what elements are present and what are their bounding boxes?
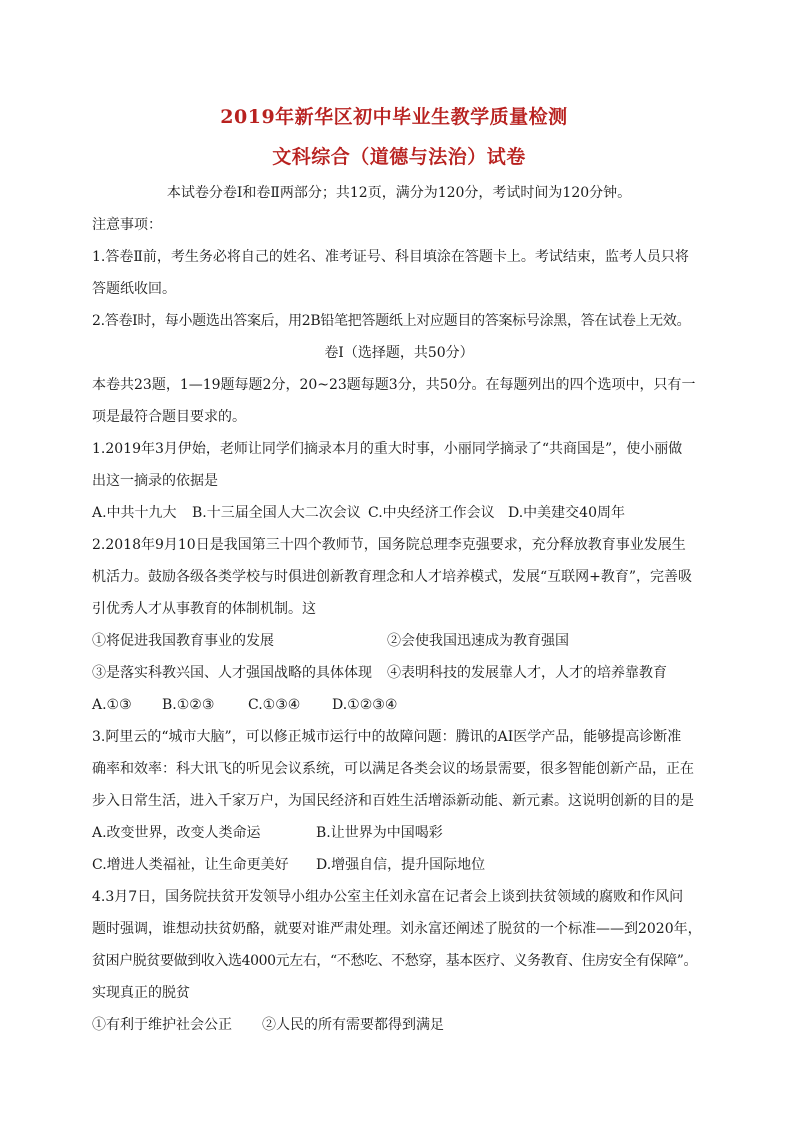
- q3-options-row-1: [92, 817, 706, 849]
- q2-statement-3: ③是落实科教兴国、人才强国战略的具体体现: [92, 665, 372, 681]
- q4-statement-2: ②人民的所有需要都得到满足: [262, 1017, 444, 1033]
- question-1: [92, 433, 706, 529]
- q3-option-a: A.改变世界，改变人类命运: [92, 825, 261, 841]
- exam-title: 2019年新华区初中毕业生教学质量检测: [220, 106, 568, 128]
- q1-line-2: 出这一摘录的依据是: [92, 473, 218, 489]
- q4-line-4: 实现真正的脱贫: [92, 985, 190, 1001]
- q3-option-b: B.让世界为中国喝彩: [316, 825, 443, 841]
- q2-option-b: B.①②③: [162, 697, 215, 713]
- section-1-desc-line-2: 项是最符合题目要求的。: [92, 409, 246, 425]
- q1-option-b: B.十三届全国人大二次会议: [192, 505, 361, 521]
- q2-option-c: C.①③④: [248, 697, 301, 713]
- note-1-line-1: 1.答卷Ⅱ前，考生务必将自己的姓名、准考证号、科目填涂在答题卡上。考试结束，监考人员只将: [92, 249, 689, 265]
- q3-line-1: 3.阿里云的“城市大脑”，可以修正城市运行中的故障问题：腾讯的AI医学产品，能够提高诊断准: [92, 729, 682, 745]
- q2-option-a: A.①③: [92, 697, 132, 713]
- q2-line-3: 引优秀人才从事教育的体制机制。这: [92, 601, 316, 617]
- question-3: [92, 721, 706, 881]
- q4-line-1: 4.3月7日，国务院扶贫开发领导小组办公室主任刘永富在记者会上谈到扶贫领域的腐败和作风问: [92, 889, 684, 905]
- section-1-heading: 卷Ⅰ（选择题，共50分）: [324, 345, 474, 361]
- note-2: 2.答卷Ⅰ时，每小题选出答案后，用2B铅笔把答题纸上对应题目的答案标号涂黑，答在试卷上无效。: [92, 313, 691, 329]
- q4-line-3: 贫困户脱贫要做到收入选4000元左右，“不愁吃、不愁穿，基本医疗、义务教育、住房安全有保障”。: [92, 953, 698, 969]
- q2-option-d: D.①②③④: [332, 697, 398, 713]
- q4-line-2: 题时强调，谁想动扶贫奶酪，就要对谁严肃处理。刘永富还阐述了脱贫的一个标准——到2020年，: [92, 921, 702, 937]
- q3-line-2: 确率和效率：科大讯飞的听见会议系统，可以满足各类会议的场景需要，很多智能创新产品，正在: [92, 761, 694, 777]
- q2-statements-row-1: [92, 625, 706, 657]
- q2-statement-2: ②会使我国迅速成为教育强国: [387, 633, 569, 649]
- question-2: [92, 529, 706, 721]
- q2-statements-row-2: [92, 657, 706, 689]
- q1-option-a: A.中共十九大: [92, 505, 177, 521]
- q4-statement-1: ①有利于维护社会公正: [92, 1017, 232, 1033]
- notes-block: [92, 209, 706, 337]
- q3-options-row-2: [92, 849, 706, 881]
- q3-option-d: D.增强自信，提升国际地位: [316, 857, 486, 873]
- note-1-line-2: 答题纸收回。: [92, 281, 176, 297]
- q2-statement-4: ④表明科技的发展靠人才，人才的培养靠教育: [387, 665, 667, 681]
- q2-options: [92, 689, 706, 721]
- q1-line-1: 1.2019年3月伊始，老师让同学们摘录本月的重大时事，小丽同学摘录了“共商国是”，使小丽做: [92, 441, 683, 457]
- q1-options: [92, 497, 706, 529]
- q2-line-2: 机活力。鼓励各级各类学校与时俱进创新教育理念和人才培养模式，发展“互联网+教育”，完善吸: [92, 569, 693, 585]
- q1-option-d: D.中美建交40周年: [508, 505, 625, 521]
- section-1-desc-line-1: 本卷共23题，1—19题每题2分，20~23题每题3分，共50分。在每题列出的四个选项中，只有一: [92, 377, 696, 393]
- q1-option-c: C.中央经济工作会议: [368, 505, 495, 521]
- question-4: [92, 881, 706, 1041]
- notes-label: 注意事项：: [92, 217, 162, 233]
- q3-option-c: C.增进人类福祉，让生命更美好: [92, 857, 289, 873]
- exam-intro: 本试卷分卷Ⅰ和卷Ⅱ两部分；共12页，满分为120分，考试时间为120分钟。: [166, 185, 632, 201]
- q2-statement-1: ①将促进我国教育事业的发展: [92, 633, 274, 649]
- q4-statements-row-1: [92, 1009, 706, 1041]
- q3-line-3: 步入日常生活，进入千家万户，为国民经济和百姓生活增添新动能、新元素。这说明创新的目的是: [92, 793, 694, 809]
- exam-subtitle: 文科综合（道德与法治）试卷: [272, 146, 526, 168]
- q2-line-1: 2.2018年9月10日是我国第三十四个教师节，国务院总理李克强要求，充分释放教育事业发展生: [92, 537, 686, 553]
